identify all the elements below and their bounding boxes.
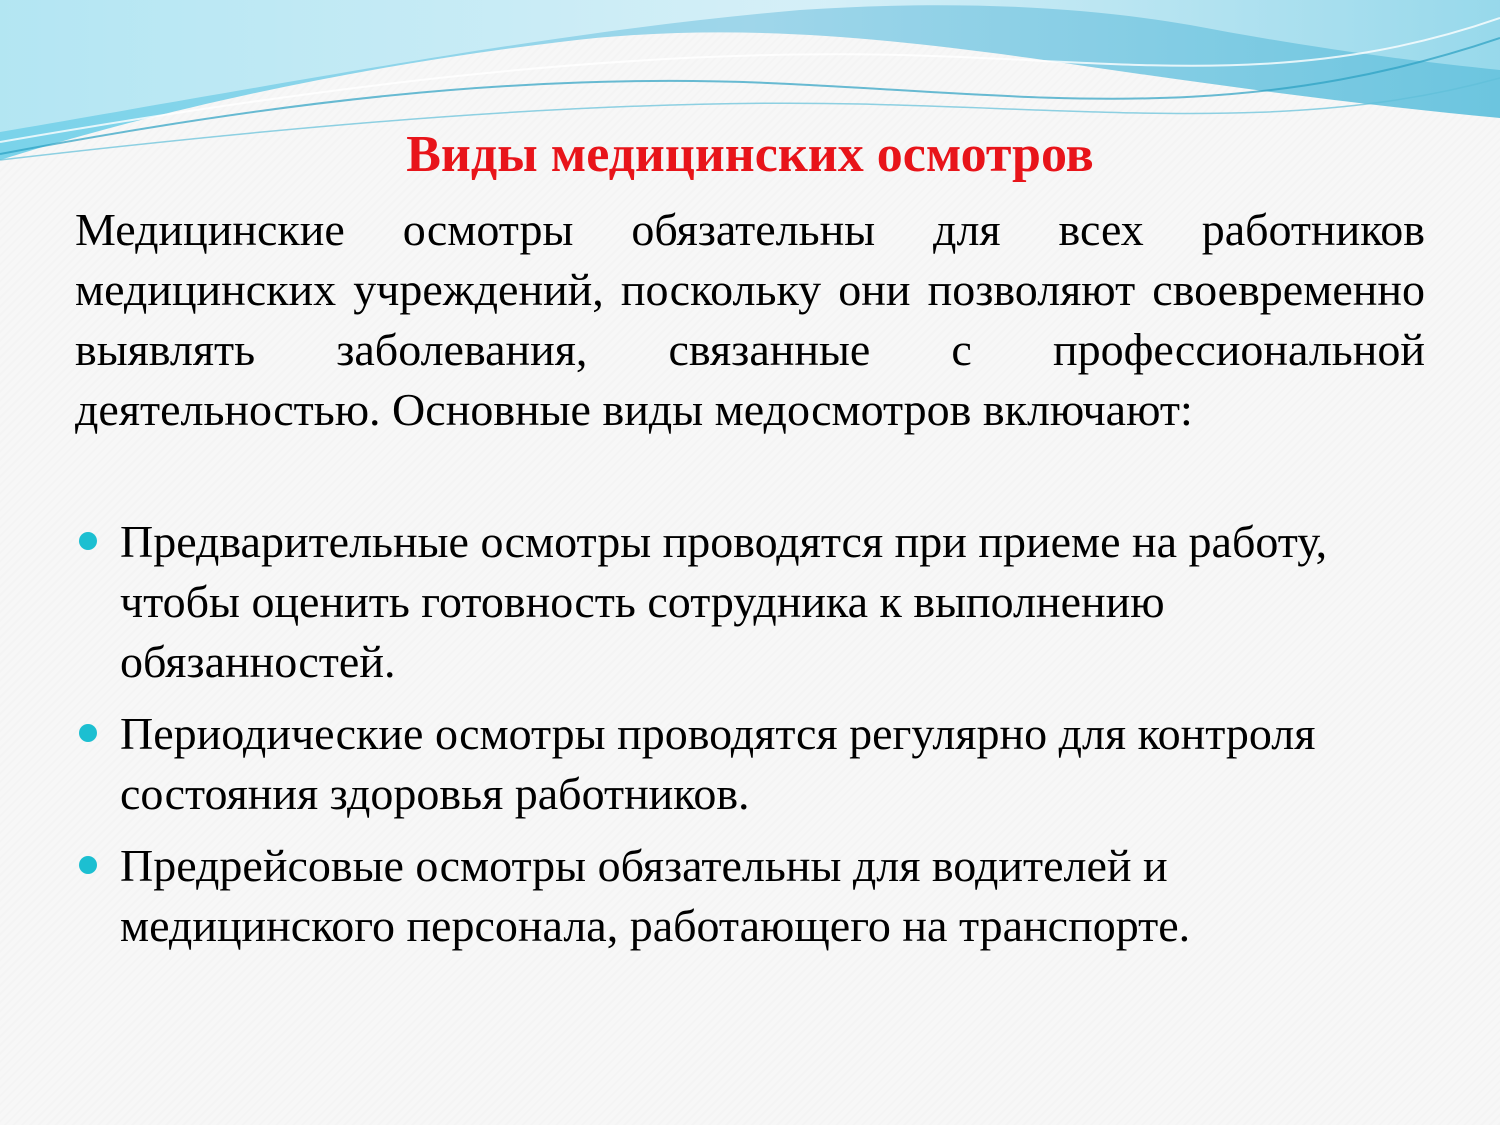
bullet-list bbox=[75, 512, 1425, 968]
filled-circle-bullet-icon bbox=[79, 724, 97, 742]
bullet-item-preliminary bbox=[75, 512, 1425, 692]
slide-title: Виды медицинских осмотров bbox=[406, 126, 1094, 183]
bullet-item-periodic bbox=[75, 704, 1425, 824]
filled-circle-bullet-icon bbox=[79, 856, 97, 874]
bullet-text-pretrip: Предрейсовые осмотры обязательны для водителей и медицинского персонала, работающего на транспорте. bbox=[120, 840, 1191, 951]
bullet-item-pretrip bbox=[75, 836, 1425, 956]
filled-circle-bullet-icon bbox=[79, 532, 97, 550]
intro-paragraph: Медицинские осмотры обязательны для всех работников медицинских учреждений, поскольку они позволяют своевременно выявлять заболевания, связанные с профессиональной деятельностью. Основные виды медосмотров включают: bbox=[75, 204, 1425, 435]
bullet-text-preliminary: Предварительные осмотры проводятся при приеме на работу, чтобы оценить готовность сотрудника к выполнению обязанностей. bbox=[120, 516, 1328, 687]
bullet-text-periodic: Периодические осмотры проводятся регулярно для контроля состояния здоровья работников. bbox=[120, 708, 1316, 819]
